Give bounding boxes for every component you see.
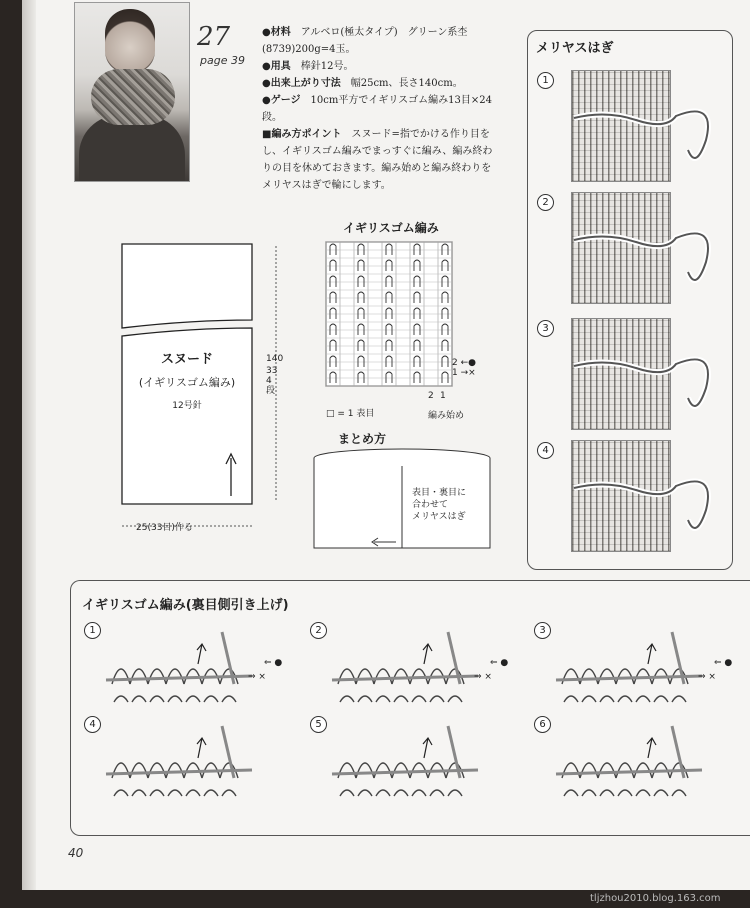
yarn-strand — [574, 111, 708, 158]
schematic-top-piece — [122, 244, 252, 328]
stitch-loop — [428, 669, 446, 702]
direction-arrow — [647, 738, 656, 758]
schematic-needle: 12号針 — [172, 401, 202, 411]
materials-block — [262, 24, 500, 194]
stitch-loop — [428, 763, 446, 796]
size-line — [262, 75, 500, 92]
stitch-loop — [374, 669, 392, 702]
stitch-loop — [616, 763, 634, 796]
rib-step-number: 6 — [534, 716, 551, 733]
direction-arrow — [197, 738, 206, 758]
stitch-loop — [356, 763, 374, 796]
stitch-loop — [130, 669, 148, 702]
direction-arrow — [423, 738, 432, 758]
schematic-length: 140 — [266, 354, 284, 364]
point-label: ■編み方ポイント — [262, 129, 342, 140]
model-photo — [74, 2, 190, 182]
book-spine — [22, 0, 36, 890]
kitchener-yarn-path — [566, 318, 726, 430]
gauge-label: ●ゲージ — [262, 95, 301, 106]
stitch-loop — [670, 669, 688, 702]
stitch-loop — [338, 763, 356, 796]
stitch-loop — [392, 669, 410, 702]
row-indicator-x: ⇒ × — [474, 672, 492, 682]
finishing-note-3: メリヤスはぎ — [412, 512, 466, 522]
stitch-loop — [112, 669, 130, 702]
schematic-title: スヌード — [160, 352, 213, 367]
blog-watermark: tljzhou2010.blog.163.com — [590, 893, 721, 904]
stitch-loop — [220, 763, 238, 796]
tools-text: 棒針12号。 — [300, 61, 354, 72]
stitch-loop — [652, 763, 670, 796]
stitch-loop — [112, 763, 130, 796]
stitch-loop — [148, 763, 166, 796]
finishing-diagram — [308, 444, 494, 556]
kitchener-yarn-path — [566, 192, 726, 304]
rib-step-illustration — [328, 624, 498, 716]
photo-head — [105, 9, 155, 73]
size-text: 幅25cm、長さ140cm。 — [350, 78, 463, 89]
pattern-number: 27 — [197, 22, 231, 52]
stitch-loop — [562, 669, 580, 702]
stitch-loop — [562, 763, 580, 796]
yarn-strand — [574, 481, 708, 528]
stitch-loop — [220, 669, 238, 702]
stitch-loop — [652, 669, 670, 702]
row-indicator-dot: ⇐ ● — [490, 658, 509, 668]
stitch-loop — [392, 763, 410, 796]
gauge-text: 10cm平方でイギリスゴム編み13目×24段。 — [262, 95, 492, 123]
stitch-loop — [166, 669, 184, 702]
photo-snood — [91, 69, 175, 125]
photo-body — [79, 115, 185, 182]
chart-col-label-1: 1 — [440, 391, 446, 401]
finishing-note-2: 合わせて — [412, 500, 449, 510]
kitchener-step-number: 4 — [537, 442, 554, 459]
yarn-strand — [574, 233, 708, 280]
tools-label: ●用具 — [262, 61, 291, 72]
rib-step-illustration — [552, 718, 722, 810]
stitch-loop — [634, 763, 652, 796]
page-reference: page 39 — [200, 54, 245, 67]
rib-step-illustration — [552, 624, 722, 716]
row-indicator-dot: ⇐ ● — [714, 658, 733, 668]
point-text: スヌード=指でかける作り目をし、イギリスゴム編みでまっすぐに編み、編み終わりの目を休めておきます。編み始めと編み終わりをメリヤスはぎで輪にします。 — [262, 129, 493, 191]
rib-step-number: 1 — [84, 622, 101, 639]
rib-step-illustration — [102, 718, 272, 810]
chart-row2: 2 ←● — [452, 358, 476, 368]
kitchener-step-number: 1 — [537, 72, 554, 89]
stitch-loop — [130, 763, 148, 796]
yarn-line — [262, 24, 500, 58]
stitch-loop — [202, 669, 220, 702]
stitch-loop — [670, 763, 688, 796]
stitch-loop — [598, 763, 616, 796]
gauge-line — [262, 92, 500, 126]
stitch-loop — [184, 669, 202, 702]
yarn-strand — [574, 359, 708, 406]
size-label: ●出来上がり寸法 — [262, 78, 341, 89]
kitchener-step-number: 3 — [537, 320, 554, 337]
stitch-loop — [616, 669, 634, 702]
stitch-loop — [338, 669, 356, 702]
finishing-note — [412, 487, 466, 523]
finishing-title: まとめ方 — [338, 432, 387, 446]
stitch-loop — [634, 669, 652, 702]
stitch-loop — [184, 763, 202, 796]
chart-legend: □ = 1 表目 — [326, 409, 375, 419]
row-indicator-x: ⇒ × — [698, 672, 716, 682]
finishing-note-1: 表目・裏目に — [412, 488, 467, 498]
stitch-loop — [446, 669, 464, 702]
stitch-loop — [580, 669, 598, 702]
stitch-loop — [356, 669, 374, 702]
yarn-label: ●材料 — [262, 27, 291, 38]
rib-technique-title: イギリスゴム編み(裏目側引き上げ) — [82, 598, 289, 613]
schematic-rows: 334段 — [266, 366, 278, 396]
kitchener-step-number: 2 — [537, 194, 554, 211]
stitch-loop — [410, 669, 428, 702]
tools-line — [262, 58, 500, 75]
kitchener-yarn-path — [566, 70, 726, 182]
rib-step-number: 5 — [310, 716, 327, 733]
schematic-width: 25(33目)作る — [136, 523, 193, 533]
stitch-loop — [374, 763, 392, 796]
yarn-text: アルベロ(極太タイプ) グリーン系杢(8739)200g=4玉。 — [262, 27, 468, 55]
stitch-loop — [166, 763, 184, 796]
chart-title: イギリスゴム編み — [343, 221, 439, 235]
chart-col-label-2: 2 — [428, 391, 434, 401]
stitch-loop — [148, 669, 166, 702]
direction-arrow — [423, 644, 432, 664]
rib-step-illustration — [102, 624, 272, 716]
rib-step-number: 2 — [310, 622, 327, 639]
stitch-loop — [446, 763, 464, 796]
rib-step-number: 4 — [84, 716, 101, 733]
rib-chart — [324, 240, 464, 390]
stitch-loop — [598, 669, 616, 702]
direction-arrow — [197, 644, 206, 664]
schematic-subtitle: (イギリスゴム編み) — [138, 376, 236, 389]
kitchener-yarn-path — [566, 440, 726, 552]
page-number: 40 — [68, 846, 84, 860]
rib-step-illustration — [328, 718, 498, 810]
point-line — [262, 126, 500, 194]
stitch-loop — [410, 763, 428, 796]
chart-start-label: 編み始め — [428, 411, 465, 421]
kitchener-title: メリヤスはぎ — [536, 41, 614, 56]
row-indicator-dot: ⇐ ● — [264, 658, 283, 668]
chart-row1: 1 →× — [452, 368, 476, 378]
stitch-loop — [202, 763, 220, 796]
direction-arrow — [647, 644, 656, 664]
rib-step-number: 3 — [534, 622, 551, 639]
stitch-loop — [580, 763, 598, 796]
row-indicator-x: ⇒ × — [248, 672, 266, 682]
